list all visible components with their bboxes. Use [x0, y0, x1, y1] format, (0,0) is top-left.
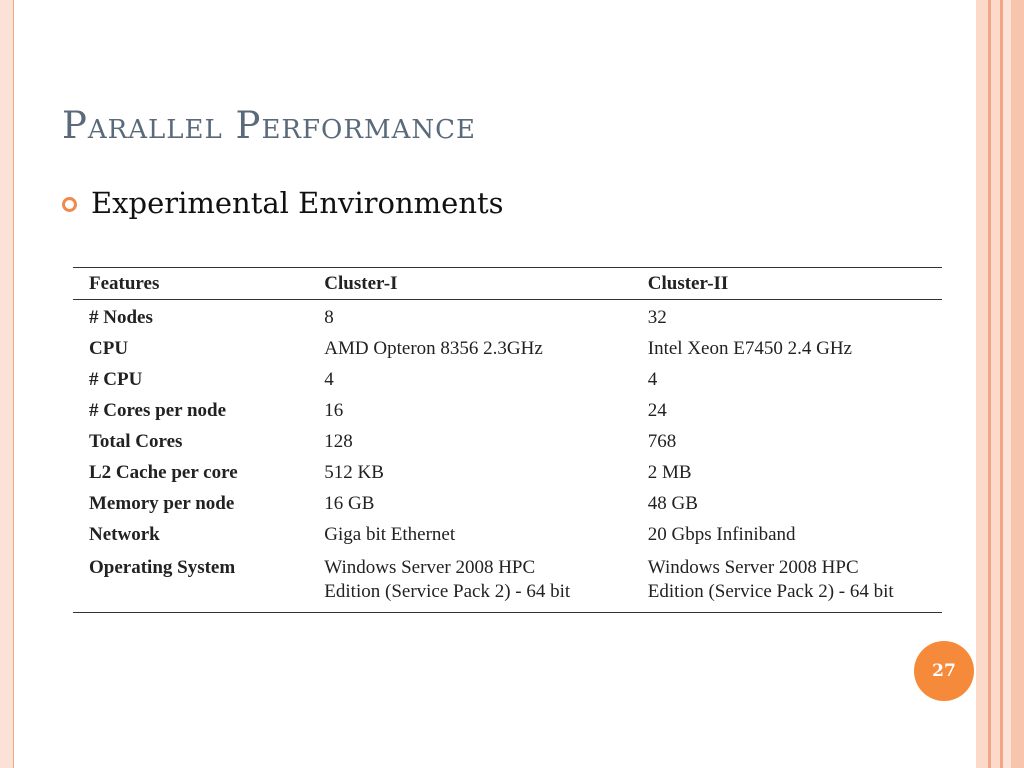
- cluster-2-cell: 48 GB: [647, 493, 698, 514]
- table-row: [73, 488, 942, 519]
- cluster-1-cell: 128: [324, 431, 353, 452]
- cluster-1-cell: AMD Opteron 8356 2.3GHz: [324, 338, 543, 359]
- feature-cell: # Nodes: [89, 307, 153, 328]
- right-stripe-decoration: [976, 0, 988, 768]
- feature-cell: # CPU: [89, 369, 143, 390]
- table-row: [73, 519, 942, 550]
- cluster-2-cell: Intel Xeon E7450 2.4 GHz: [647, 338, 852, 359]
- cluster-1-cell: [308, 550, 631, 613]
- cluster-1-cell: 16: [324, 400, 344, 421]
- bullet-text: Experimental Environments: [91, 186, 504, 220]
- cluster-2-cell: 32: [647, 307, 667, 328]
- table-row: [73, 364, 942, 395]
- table-row: [73, 333, 942, 364]
- table-header-row: [73, 268, 942, 300]
- table-row: [73, 426, 942, 457]
- slide-title: Parallel Performance: [62, 104, 476, 147]
- feature-cell: CPU: [89, 338, 129, 359]
- cluster-1-cell: 16 GB: [324, 493, 375, 514]
- table-row: [73, 395, 942, 426]
- feature-cell: # Cores per node: [89, 400, 227, 421]
- os-line-2: Edition (Service Pack 2) - 64 bit: [324, 581, 571, 602]
- cluster-2-cell: [632, 550, 942, 613]
- header-features: Features: [89, 273, 160, 294]
- cluster-2-cell: 768: [647, 431, 677, 452]
- table-row: [73, 300, 942, 334]
- table-row: [73, 550, 942, 613]
- cluster-1-cell: 4: [324, 369, 334, 390]
- cluster-1-cell: 8: [324, 307, 334, 328]
- specs-table-container: [73, 267, 942, 613]
- right-stripe-decoration: [1011, 0, 1024, 768]
- cluster-2-cell: 20 Gbps Infiniband: [647, 524, 796, 545]
- left-border-decoration: [0, 0, 14, 768]
- header-cluster-2: Cluster-II: [647, 273, 729, 294]
- header-cluster-1: Cluster-I: [324, 273, 398, 294]
- cluster-2-cell: 24: [647, 400, 667, 421]
- cluster-2-cell: 4: [647, 369, 658, 390]
- os-line-1: Windows Server 2008 HPC: [324, 557, 536, 578]
- page-number-badge: 27: [914, 641, 974, 701]
- os-line-2: Edition (Service Pack 2) - 64 bit: [647, 581, 894, 602]
- right-stripe-decoration: [1003, 0, 1011, 768]
- table-row: [73, 457, 942, 488]
- cluster-2-cell: 2 MB: [647, 462, 692, 483]
- feature-cell: Operating System: [89, 557, 236, 578]
- right-stripe-decoration: [991, 0, 1000, 768]
- feature-cell: Memory per node: [89, 493, 235, 514]
- bullet-circle-icon: [62, 197, 77, 212]
- cluster-1-cell: Giga bit Ethernet: [324, 524, 456, 545]
- feature-cell: Network: [89, 524, 160, 545]
- bullet-item: [62, 186, 504, 220]
- os-line-1: Windows Server 2008 HPC: [647, 557, 859, 578]
- feature-cell: Total Cores: [89, 431, 183, 452]
- specs-table: [73, 267, 942, 613]
- feature-cell: L2 Cache per core: [89, 462, 238, 483]
- cluster-1-cell: 512 KB: [324, 462, 384, 483]
